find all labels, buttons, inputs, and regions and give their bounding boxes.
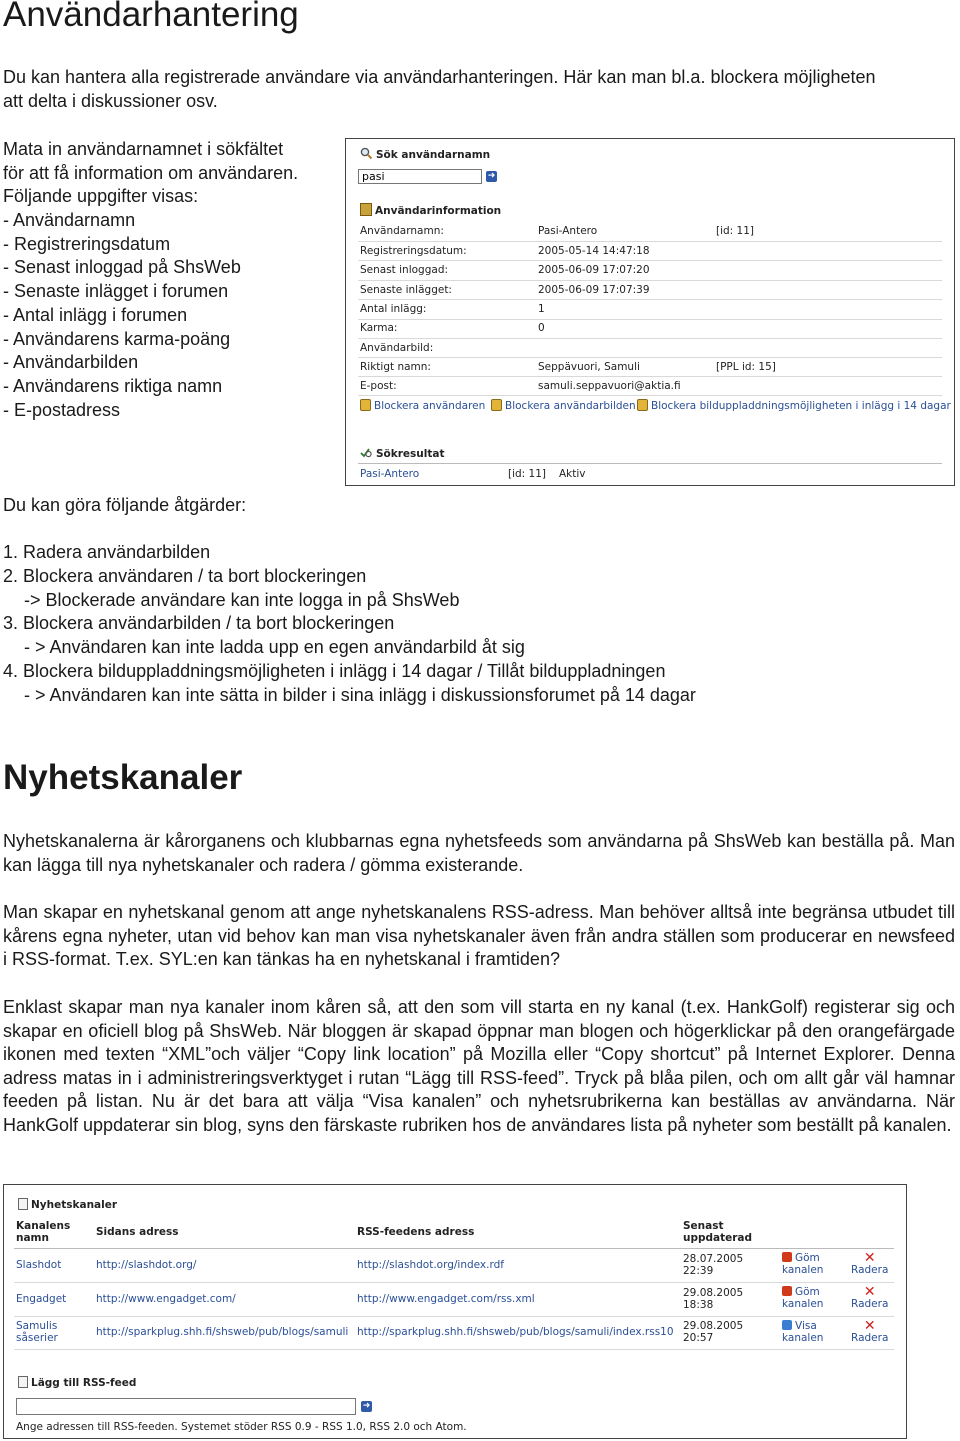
channel-rss-link[interactable]: http://sparkplug.shh.fi/shsweb/pub/blogs/samuli/index.rss10 <box>357 1326 674 1338</box>
info-label: Senaste inlägget: <box>360 284 452 296</box>
section-title-news: Nyhetskanaler <box>3 758 243 797</box>
channel-date: 29.08.2005 <box>683 1320 744 1332</box>
document-icon <box>18 1376 28 1388</box>
info-label: Registreringsdatum: <box>360 245 467 257</box>
channel-site-link[interactable]: http://www.engadget.com/ <box>96 1293 236 1305</box>
magnifier-check-icon <box>360 446 373 459</box>
magnifier-icon <box>360 147 373 160</box>
channel-site-link[interactable]: http://slashdot.org/ <box>96 1259 197 1271</box>
arrow-right-icon: ➜ <box>362 1401 371 1411</box>
user-panel <box>345 138 955 486</box>
info-header <box>360 203 501 217</box>
divider <box>358 241 942 242</box>
add-feed-header <box>18 1376 136 1389</box>
divider <box>14 1349 894 1350</box>
tag-icon <box>782 1252 792 1262</box>
block-user-label: Blockera användaren <box>374 400 486 412</box>
result-user-link[interactable]: Pasi-Antero <box>360 468 420 480</box>
delete-channel-label: Radera <box>851 1264 889 1276</box>
hide-channel-button[interactable] <box>782 1252 842 1276</box>
hide-channel-label: Göm kanalen <box>782 1286 824 1310</box>
divider <box>14 1282 894 1283</box>
block-picture-link[interactable] <box>491 399 636 412</box>
info-label: Karma: <box>360 322 398 334</box>
username-search-input[interactable] <box>358 169 482 184</box>
news-panel-title: Nyhetskanaler <box>31 1199 118 1211</box>
hide-channel-button[interactable] <box>782 1286 842 1310</box>
channel-rss-link[interactable]: http://www.engadget.com/rss.xml <box>357 1293 535 1305</box>
search-header <box>360 147 490 161</box>
delete-channel-label: Radera <box>851 1298 889 1310</box>
info-value: Seppävuori, Samuli <box>538 361 640 373</box>
rss-feed-input[interactable] <box>16 1398 356 1415</box>
info-label: Riktigt namn: <box>360 361 431 373</box>
divider <box>358 463 942 464</box>
info-label: E-post: <box>360 380 397 392</box>
action-line: 2. Blockera användaren / ta bort blockeringen <box>3 566 367 586</box>
block-upload-label: Blockera bilduppladdningsmöjligheten i inlägg i 14 dagar <box>651 400 951 412</box>
block-user-link[interactable] <box>360 399 485 412</box>
list-line: Följande uppgifter visas: <box>3 186 199 206</box>
list-line: - E-postadress <box>3 400 121 420</box>
col-header-name: Kanalens namn <box>16 1220 71 1244</box>
delete-channel-button[interactable] <box>851 1286 888 1311</box>
close-icon: ✕ <box>863 1284 876 1300</box>
col-header-rss: RSS-feedens adress <box>357 1226 475 1238</box>
divider <box>358 319 942 320</box>
actions-title: Du kan göra följande åtgärder: <box>3 495 247 515</box>
channel-site-link[interactable]: http://sparkplug.shh.fi/shsweb/pub/blogs/samuli <box>96 1326 349 1338</box>
channel-name-link[interactable]: Slashdot <box>16 1259 62 1271</box>
show-icon <box>782 1320 792 1330</box>
info-value: 2005-06-09 17:07:20 <box>538 264 650 276</box>
divider <box>14 1248 894 1249</box>
list-line: - Användarnamn <box>3 210 136 230</box>
info-label: Senast inloggad: <box>360 264 449 276</box>
list-line: - Senast inloggad på ShsWeb <box>3 257 241 277</box>
intro-line-1: Du kan hantera alla registrerade användare via användarhanteringen. Här kan man bl.a. blockera möjligheten <box>3 67 876 87</box>
col-header-site: Sidans adress <box>96 1226 179 1238</box>
block-picture-label: Blockera användarbilden <box>505 400 636 412</box>
action-line: - > Användaren kan inte ladda upp en egen användarbild åt sig <box>24 637 525 657</box>
info-label: Antal inlägg: <box>360 303 427 315</box>
result-user-id: [id: 11] <box>508 468 547 480</box>
lock-icon <box>637 399 648 411</box>
add-feed-title: Lägg till RSS-feed <box>31 1377 137 1389</box>
action-line: 4. Blockera bilduppladdningsmöjligheten i inlägg i 14 dagar / Tillåt bilduppladningen <box>3 661 666 681</box>
action-line: -> Blockerade användare kan inte logga in på ShsWeb <box>24 590 460 610</box>
divider <box>358 299 942 300</box>
delete-channel-label: Radera <box>851 1332 889 1344</box>
results-header <box>360 446 445 460</box>
col-header-updated: Senast uppdaterad <box>683 1220 753 1244</box>
info-label: Användarnamn: <box>360 225 444 237</box>
info-value: 2005-05-14 14:47:18 <box>538 245 650 257</box>
news-paragraph-1: Nyhetskanalerna är kårorganens och klubbarnas egna nyhetsfeeds som användarna på ShsWeb kan beställa på. Man kan lägga till nya nyhetskanaler och radera / gömma existerande. <box>3 831 955 875</box>
divider <box>358 376 942 377</box>
lock-icon <box>491 399 502 411</box>
results-title: Sökresultat <box>376 448 445 460</box>
delete-channel-button[interactable] <box>851 1252 888 1277</box>
delete-channel-button[interactable] <box>851 1320 888 1345</box>
info-value: 2005-06-09 17:07:39 <box>538 284 650 296</box>
channel-time: 20:57 <box>683 1332 714 1344</box>
channel-rss-link[interactable]: http://slashdot.org/index.rdf <box>357 1259 504 1271</box>
divider <box>358 280 942 281</box>
channel-date: 28.07.2005 <box>683 1253 744 1265</box>
info-value: Pasi-Antero <box>538 225 598 237</box>
list-line: - Användarens karma-poäng <box>3 329 231 349</box>
add-feed-submit-button[interactable] <box>361 1401 372 1412</box>
list-line: - Registreringsdatum <box>3 234 171 254</box>
list-line: Mata in användarnamnet i sökfältet <box>3 139 284 159</box>
book-icon <box>360 203 372 216</box>
list-line: - Användarens riktiga namn <box>3 376 223 396</box>
info-value: 1 <box>538 303 545 315</box>
divider <box>358 338 942 339</box>
page-title: Användarhantering <box>3 0 299 34</box>
news-paragraph-2: Man skapar en nyhetskanal genom att ange nyhetskanalens RSS-adress. Man behöver alltså inte begränsa utbudet till kårens egna nyheter, utan vid behov kan man visa nyhetskanaler även från andra ställen som producerar en newsfeed i RSS-format. T.ex. SYL:en kan tänkas ha en nyhetskanal i framtiden? <box>3 902 955 970</box>
info-value: 0 <box>538 322 545 334</box>
add-feed-hint: Ange adressen till RSS-feeden. Systemet stöder RSS 0.9 - RSS 1.0, RSS 2.0 och Atom. <box>16 1421 467 1433</box>
show-channel-button[interactable] <box>782 1320 842 1344</box>
action-line: 3. Blockera användarbilden / ta bort blockeringen <box>3 613 395 633</box>
news-header <box>18 1198 117 1211</box>
result-user-status: Aktiv <box>559 468 586 480</box>
tag-icon <box>782 1286 792 1296</box>
search-title: Sök användarnamn <box>376 149 491 161</box>
news-paragraph-3: Enklast skapar man nya kanaler inom kåren så, att den som vill starta en ny kanal (t.ex. HankGolf) registerar sig och skapar en oficiell blog på ShsWeb. När bloggen är skapad öppnar man blogen och högerklickar på den orangefärgade ikonen med texten “XML”och väljer “Copy link location” på Mozilla eller “Copy shortcut” på Internet Explorer. Denna adress matas in i administreringsverktyget i rutan “Lägg till RSS-feed”. Tryck på blåa pilen, och om allt går väl hamnar feeden på listan. Nu är det bara att välja “Visa kanalen” och nyhetsrubrikerna kan beställas av användarna. När HankGolf uppdaterar sin blog, syns den färskaste rubriken hos de användares lista på nyheter som beställt på kanalen. <box>3 997 955 1135</box>
hide-channel-label: Göm kanalen <box>782 1252 824 1276</box>
channel-time: 18:38 <box>683 1299 714 1311</box>
lock-icon <box>360 399 371 411</box>
action-line: 1. Radera användarbilden <box>3 542 211 562</box>
channel-date: 29.08.2005 <box>683 1287 744 1299</box>
divider <box>358 357 942 358</box>
channel-time: 22:39 <box>683 1265 714 1277</box>
divider <box>358 395 942 396</box>
divider <box>358 260 942 261</box>
info-label: Användarbild: <box>360 342 434 354</box>
action-line: - > Användaren kan inte sätta in bilder i sina inlägg i diskussionsforumet på 14 dagar <box>24 685 696 705</box>
channel-name-link[interactable]: Engadget <box>16 1293 67 1305</box>
list-line: - Användarbilden <box>3 352 139 372</box>
info-value: samuli.seppavuori@aktia.fi <box>538 380 681 392</box>
close-icon: ✕ <box>863 1318 876 1334</box>
list-line: - Antal inlägg i forumen <box>3 305 188 325</box>
document-icon <box>18 1198 28 1210</box>
divider <box>14 1316 894 1317</box>
intro-line-2: att delta i diskussioner osv. <box>3 91 218 111</box>
info-title: Användarinformation <box>375 205 502 217</box>
info-extra: [id: 11] <box>716 225 755 237</box>
close-icon: ✕ <box>863 1250 876 1266</box>
block-upload-link[interactable] <box>637 399 951 412</box>
channel-name-link[interactable]: Samulis såserier <box>16 1320 58 1344</box>
list-line: - Senaste inlägget i forumen <box>3 281 229 301</box>
info-extra: [PPL id: 15] <box>716 361 776 373</box>
list-line: för att få information om användaren. <box>3 163 299 183</box>
news-panel <box>3 1184 907 1439</box>
search-submit-button[interactable] <box>486 171 497 182</box>
arrow-right-icon: ➜ <box>487 171 496 181</box>
show-channel-label: Visa kanalen <box>782 1320 824 1344</box>
